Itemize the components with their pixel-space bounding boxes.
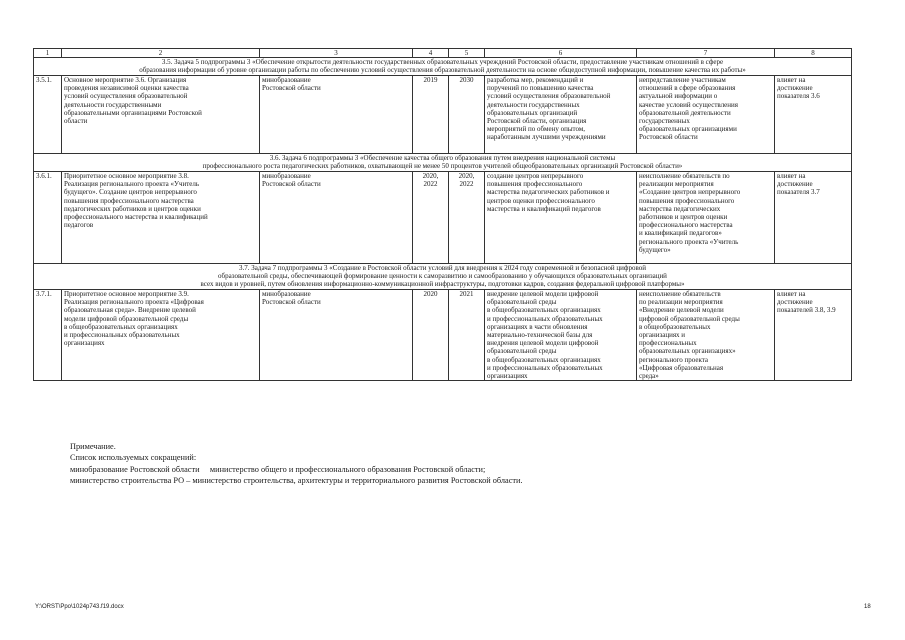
measure-number: 3.6.1. (34, 172, 62, 264)
measure-name: Основное мероприятие 3.6. Организация проведения независимой оценки качества условий осуществления образовательной деятельности государственными образовательными организациями Ростовской области (62, 76, 260, 154)
measure-number: 3.5.1. (34, 76, 62, 154)
task-row (34, 264, 852, 290)
notes-block (70, 441, 870, 487)
measure-name: Приоритетное основное мероприятие 3.8. Реализация регионального проекта «Учитель будущего». Создание центров непрерывного повышения профессионального мастерства педагогических работников и центров оценки профессионального мастерства и квалификаций педагогов (62, 172, 260, 264)
column-number-row (34, 49, 852, 58)
measure-indicator-link: влияет на достижение показателя 3.7 (775, 172, 852, 264)
measure-expected-result: создание центров непрерывного повышения профессионального мастерства педагогических работников и центров оценки профессионального мастерства и квалификаций педагогов (485, 172, 637, 264)
abbreviation-line: министерство строительства РО – министерство строительства, архитектуры и территориального развития Ростовской области. (70, 476, 523, 486)
measure-executor: минобразование Ростовской области (260, 76, 413, 154)
column-number: 1 (34, 49, 62, 58)
task-row (34, 154, 852, 172)
measure-indicator-link: влияет на достижение показателя 3.6 (775, 76, 852, 154)
measure-expected-result: разработка мер, рекомендаций и поручений по повышению качества условий осуществления образовательной деятельности государственных образовательных организаций Ростовской области, организация мероприятий по обмену опытом, наработанным лучшими учреждениями (485, 76, 637, 154)
task-heading: 3.7. Задача 7 подпрограммы 3 «Создание в Ростовской области условий для внедрения к 2024 году современной и безопасной цифровой образовательной среды, обеспечивающей формирование ценности к саморазвитию и самообразованию у обучающихся образовательных организаций всех видов и уровней, путем обновления информационно-коммуникационной инфраструктуры, подготовки кадров, создания федеральной цифровой платформы» (34, 264, 852, 290)
measure-row (34, 290, 852, 381)
file-path: Y:\ORST\Ppo\1024p743.f19.docx (35, 604, 124, 610)
measure-consequences: непредставление участникам отношений в сфере образования актуальной информации о качестве условий осуществления образовательной деятельности государственных образовательных организациями Ростовской области (637, 76, 775, 154)
abbreviation-line: минобразование Ростовской области министерство общего и профессионального образования Ростовской области; (70, 464, 486, 474)
measure-consequences: неисполнение обязательств по реализации мероприятия «Создание центров непрерывного повышения профессионального мастерства педагогических работников и центров оценки профессионального мастерства и квалификаций педагогов» регионального проекта «Учитель будущего» (637, 172, 775, 264)
task-row (34, 58, 852, 76)
column-number: 8 (775, 49, 852, 58)
column-number: 3 (260, 49, 413, 58)
notes-title: Примечание. (70, 442, 116, 451)
measure-expected-result: внедрение целевой модели цифровой образовательной среды в общеобразовательных организациях и профессиональных образовательных организациях в части обновления материально-технической базы для внедрения целевой модели цифровой образовательной среды в общеобразовательных организациях и профессиональных образовательных организациях (485, 290, 637, 381)
measure-name: Приоритетное основное мероприятие 3.9. Реализация регионального проекта «Цифровая образовательная среда». Внедрение целевой модели цифровой образовательной среды в общеобразовательных организациях и профессиональных образовательных организациях (62, 290, 260, 381)
measure-start-year: 2019 (413, 76, 449, 154)
column-number: 2 (62, 49, 260, 58)
measure-indicator-link: влияет на достижение показателей 3.8, 3.9 (775, 290, 852, 381)
measures-table (33, 48, 852, 381)
measure-start-year: 2020, 2022 (413, 172, 449, 264)
column-number: 4 (413, 49, 449, 58)
measure-row (34, 76, 852, 154)
measure-number: 3.7.1. (34, 290, 62, 381)
measure-consequences: неисполнение обязательств по реализации мероприятия «Внедрение целевой модели цифровой образовательной среды в общеобразовательных организациях и профессиональных образовательных организациях» регионального проекта «Цифровая образовательная среда» (637, 290, 775, 381)
column-number: 6 (485, 49, 637, 58)
measure-executor: минобразование Ростовской области (260, 172, 413, 264)
measure-executor: минобразование Ростовской области (260, 290, 413, 381)
measure-end-year: 2020, 2022 (449, 172, 485, 264)
column-number: 7 (637, 49, 775, 58)
measure-row (34, 172, 852, 264)
task-heading: 3.5. Задача 5 подпрограммы 3 «Обеспечение открытости деятельности государственных образовательных учреждений Ростовской области, предоставление участникам отношений в сфере образования информации об уровне организации работы по обеспечению условий осуществления образовательной деятельности на основе общедоступной информации, повышение качества их работы» (34, 58, 852, 76)
column-number: 5 (449, 49, 485, 58)
measure-start-year: 2020 (413, 290, 449, 381)
measure-end-year: 2030 (449, 76, 485, 154)
measure-end-year: 2021 (449, 290, 485, 381)
abbreviations-title: Список используемых сокращений: (70, 453, 197, 463)
task-heading: 3.6. Задача 6 подпрограммы 3 «Обеспечение качества общего образования путем внедрения национальной системы профессионального роста педагогических работников, охватывающей не менее 50 процентов учителей общеобразовательных организаций Ростовской области» (34, 154, 852, 172)
page-number: 18 (864, 604, 871, 610)
